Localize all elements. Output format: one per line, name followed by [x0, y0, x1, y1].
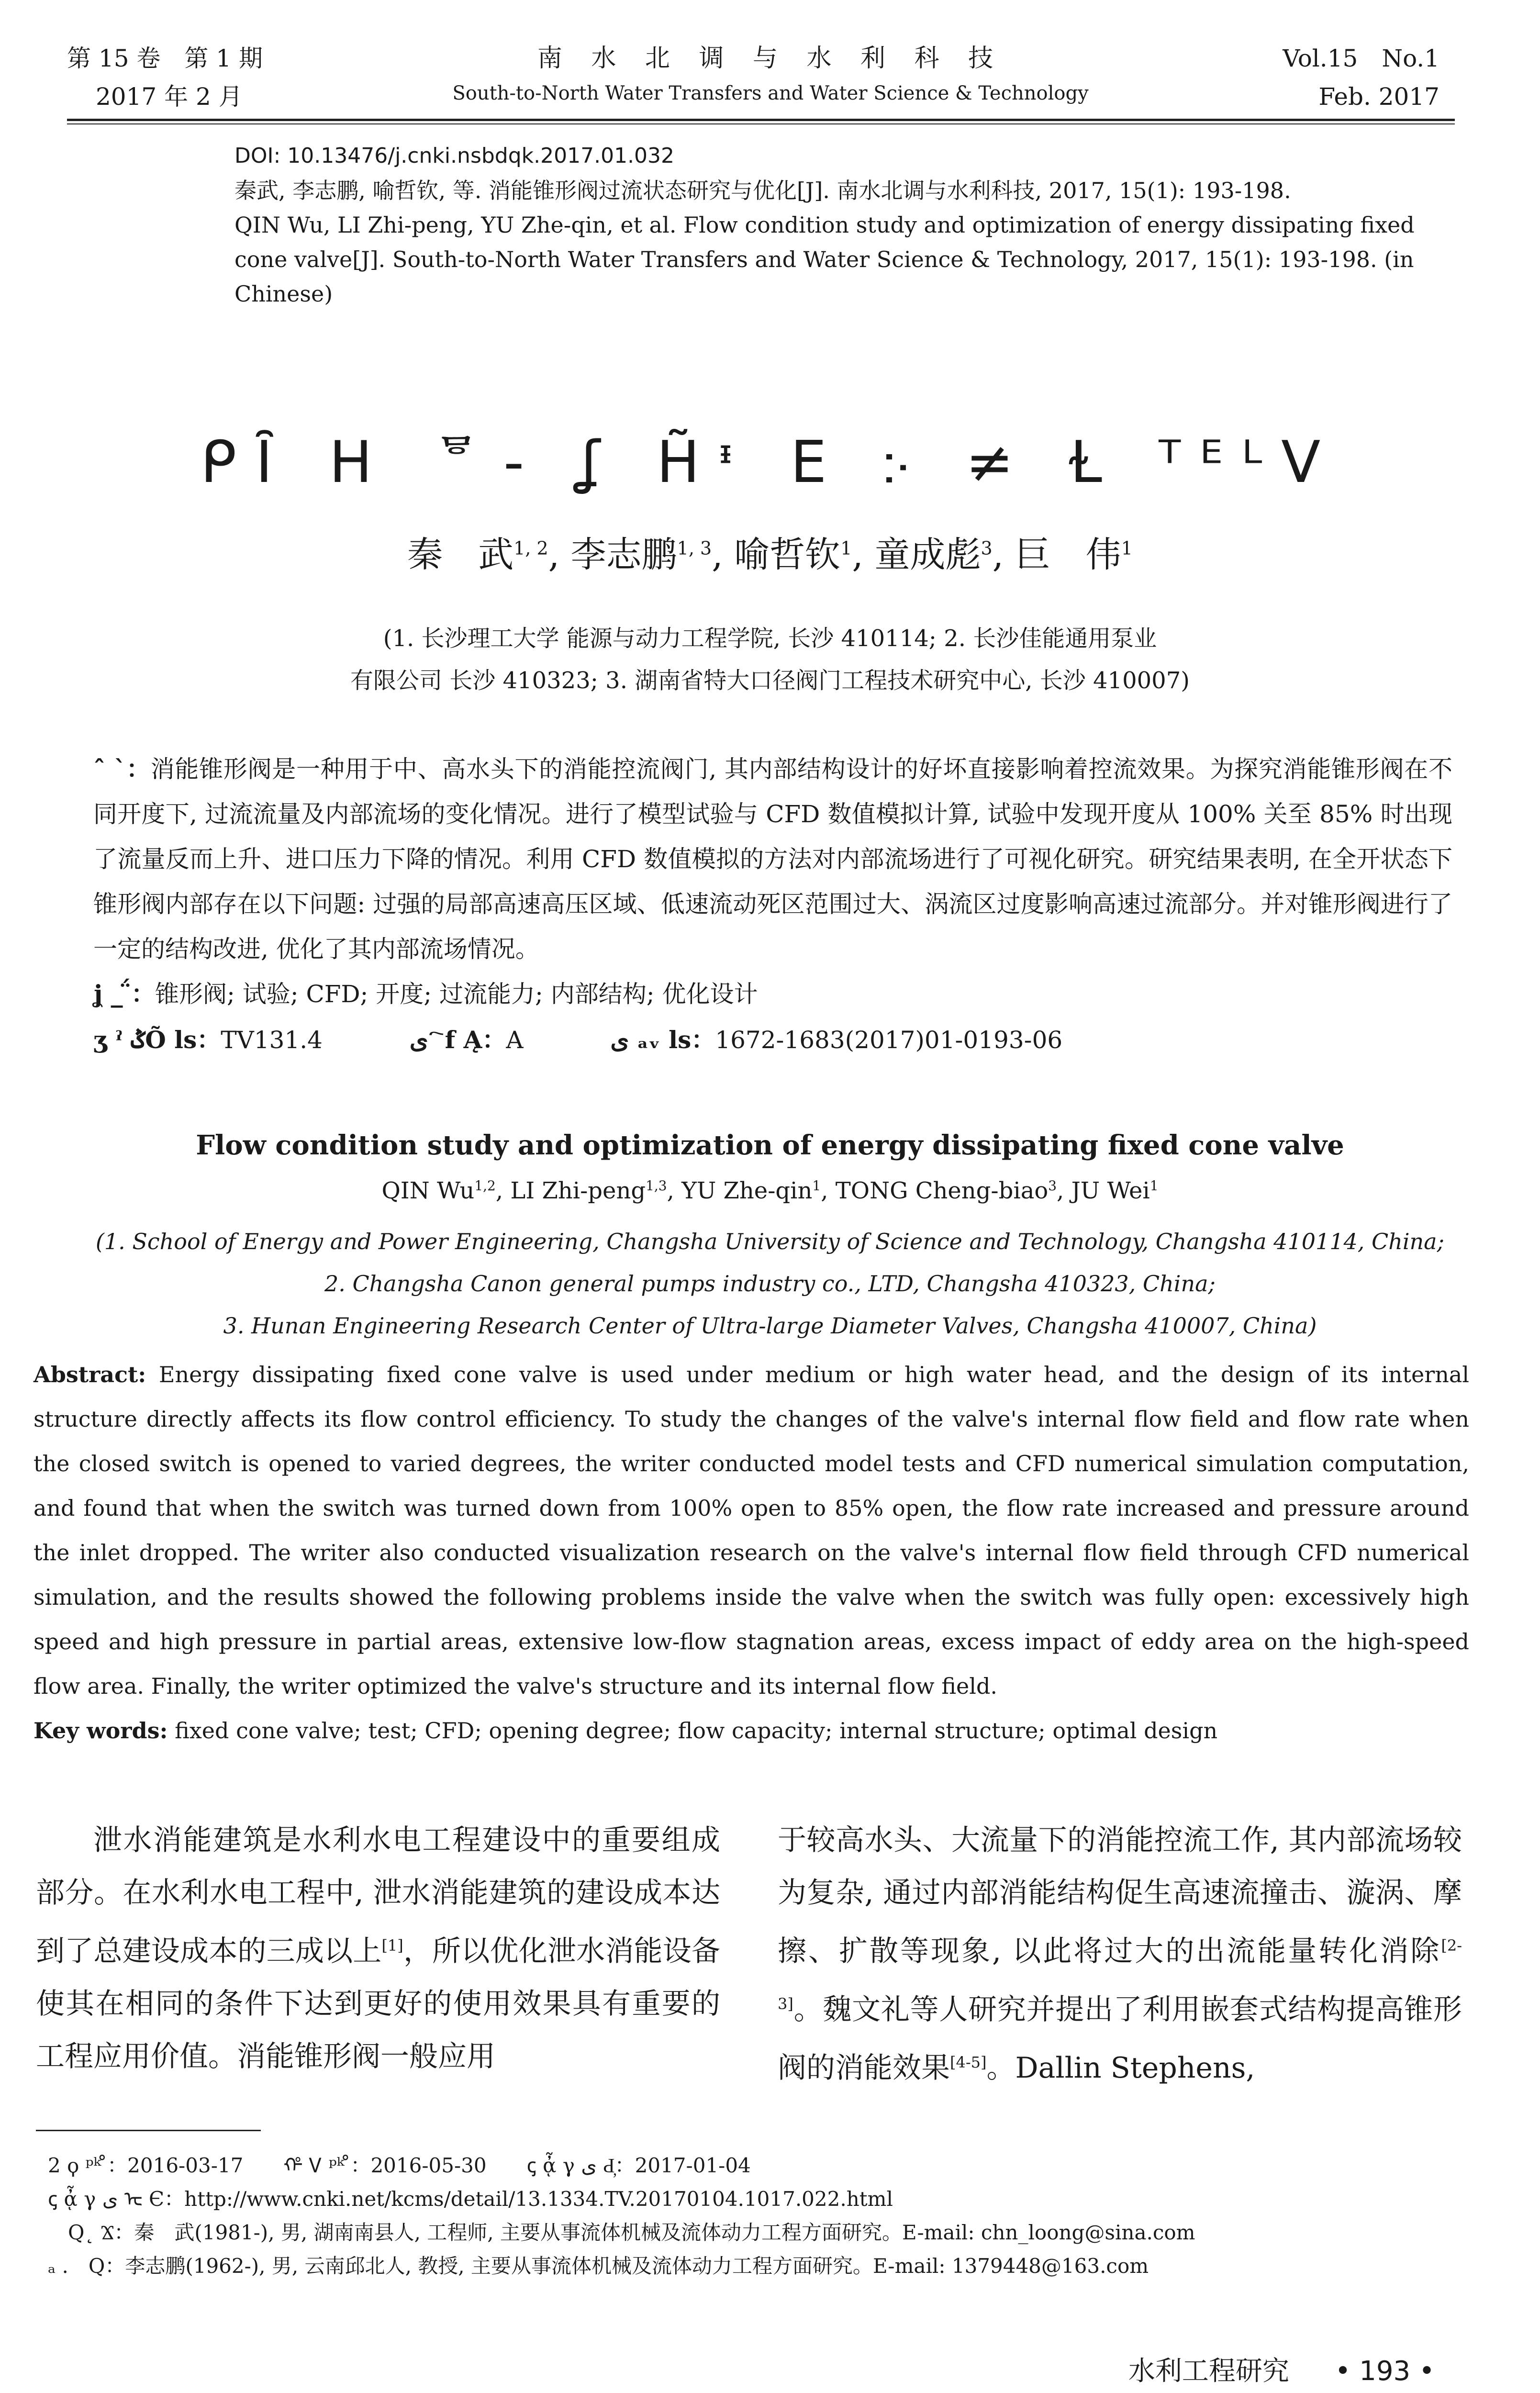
author-cn: 巨 伟$^1$: [1015, 534, 1133, 575]
abstract-en: [33, 1353, 1469, 1709]
clc-number: TV131.4: [221, 1026, 323, 1054]
article-id-label: ى ₐᵥ ls：: [610, 1026, 715, 1054]
affiliation-line: (1. School of Energy and Power Engineering, Changsha University of Science and Technology, Changsha 410114, China;: [95, 1229, 1445, 1254]
article-title-cn: ᑭȊ ᕼ ᄝ- ʆ H̃ᶧ E ჻ ≠ Ɫ ᵀᴱᴸV: [200, 429, 1340, 496]
abstract-en-label: Abstract:: [33, 1362, 146, 1387]
clc-label: ʒ ˀ ݣÕ ls：: [93, 1026, 221, 1054]
article-title-en: Flow condition study and optimization of energy dissipating fixed cone valve: [196, 1129, 1344, 1161]
volume-issue-cn: 第 15 卷 第 1 期: [67, 45, 263, 72]
keywords-en: [33, 1709, 1469, 1753]
footnote-author-bio: Q˛ Ϫ：秦 武(1981-), 男, 湖南南县人, 工程师, 主要从事流体机械及流体动力工程方面研究。E-mail: chn_loong@sina.com: [48, 2221, 1195, 2244]
body-text: 。Dallin Stephens,: [986, 2051, 1255, 2085]
author-cn: 喻哲钦$^1$: [734, 534, 852, 575]
footnote-dates: 2 ϙ ᵖᵏ ̊：2016-03-17 ᡥ Ꮩ ᵖᵏ ̊：2016-05-30 ꞔ ᾆ γ ى Ԁ̦：2017-01-04: [48, 2154, 751, 2177]
affiliation-cn: [144, 617, 1396, 702]
date-en: Feb. 2017: [1318, 83, 1440, 111]
abstract-cn: [93, 747, 1452, 972]
author-cn: 童成彪$^3$: [874, 534, 993, 575]
body-text: 泄水消能建筑是水利水电工程建设中的重要组成部分。在水利水电工程中, 泄水消能建筑的建设成本达到了总建设成本的三成以上: [36, 1823, 720, 1968]
doi: DOI: 10.13476/j.cnki.nsbdqk.2017.01.032: [234, 144, 675, 168]
footnote-corresponding-author: ₐ . Q：李志鹏(1962-), 男, 云南邱北人, 教授, 主要从事流体机械及流体动力工程方面研究。E-mail: 1379448@163.com: [48, 2254, 1149, 2278]
author-cn: 李志鹏$^{1, 3}$: [570, 534, 712, 575]
keywords-en-label: Key words:: [33, 1718, 168, 1744]
date-cn: 2017 年 2 月: [96, 83, 243, 111]
article-id: 1672-1683(2017)01-0193-06: [715, 1026, 1063, 1054]
authors-cn: 秦 武$^{1, 2}$, 李志鹏$^{1, 3}$, 喻哲钦$^1$, 童成彪$^3$, 巨 伟$^1$: [407, 534, 1133, 575]
keywords-cn-label: ʝ _ ̈́：: [93, 980, 156, 1008]
affiliation-en: [38, 1220, 1502, 1347]
author-cn: 秦 武$^{1, 2}$: [407, 534, 548, 575]
citation-ref: [2-3]: [778, 1936, 1462, 2013]
author-en: QIN Wu$^{1,2}$: [381, 1177, 496, 1204]
doc-code-label: ى ҇ f Ą：: [409, 1026, 506, 1054]
footnote-rule: [36, 2130, 261, 2131]
footer-section: 水利工程研究: [1128, 2356, 1289, 2387]
affiliation-line: 3. Hunan Engineering Research Center of Ultra-large Diameter Valves, Changsha 410007, China): [223, 1313, 1317, 1339]
keywords-cn: [93, 972, 1452, 1017]
page-footer: [1128, 2350, 1435, 2388]
header-volume-date-cn: [67, 39, 263, 116]
header-volume-date-en: [1283, 39, 1440, 116]
citation-ref: [4-5]: [950, 2053, 987, 2071]
author-en: JU Wei$^1$: [1071, 1177, 1159, 1204]
body-column-left: [36, 1814, 720, 2083]
affiliation-line: (1. 长沙理工大学 能源与动力工程学院, 长沙 410114; 2. 长沙佳能通用泵业: [383, 625, 1157, 652]
affiliation-line: 有限公司 长沙 410323; 3. 湖南省特大口径阀门工程技术研究中心, 长沙 410007): [350, 667, 1190, 694]
citation-en: QIN Wu, LI Zhi-peng, YU Zhe-qin, et al. Flow condition study and optimization of energy dissipating fixed cone valve[J]. South-to-North Water Transfers and Water Science & Technology, 2017, 15(1): 193-198. (in Chinese): [234, 212, 1415, 307]
page-number: • 193 •: [1335, 2356, 1435, 2387]
journal-title-cn: 南 水 北 调 与 水 利 科 技: [537, 44, 1004, 73]
abstract-en-text: Energy dissipating fixed cone valve is used under medium or high water head, and the design of its internal structure directly affects its flow control efficiency. To study the changes of the valve's internal flow field and flow rate when the closed switch is opened to varied degrees, the writer conducted model tests and CFD numerical simulation computation, and found that when the switch was turned down from 100% open to 85% open, the flow rate increased and pressure around the inlet dropped. The writer also conducted visualization research on the valve's internal flow field through CFD numerical simulation, and the results showed the following problems inside the valve when the switch was fully open: excessively high speed and high pressure in partial areas, extensive low-flow stagnation areas, excess impact of eddy area on the high-speed flow area. Finally, the writer optimized the valve's structure and its internal flow field.: [33, 1362, 1469, 1699]
author-en: TONG Cheng-biao$^3$: [835, 1177, 1057, 1204]
citation-block: [234, 139, 1469, 311]
header-rule-thin: [67, 123, 1455, 124]
citation-ref: [1]: [381, 1936, 403, 1955]
classification-cn: [93, 1018, 1452, 1062]
body-text: 。魏文礼等人研究并提出了利用嵌套式结构提高锥形阀的消能效果: [778, 1993, 1462, 2085]
body-text: 于较高水头、大流量下的消能控流工作, 其内部流场较为复杂, 通过内部消能结构促生高速流撞击、漩涡、摩擦、扩散等现象, 以此将过大的出流能量转化消除: [778, 1823, 1462, 1968]
journal-title-en: South-to-North Water Transfers and Water Science & Technology: [452, 82, 1089, 104]
doc-code: A: [506, 1026, 524, 1054]
volume-issue-en: Vol.15 No.1: [1283, 45, 1440, 72]
footnote-url: ꞔ ᾆ γ ى ᡄ Є：http://www.cnki.net/kcms/detail/13.1334.TV.20170104.1017.022.html: [48, 2187, 893, 2211]
header-journal: [345, 39, 1196, 109]
keywords-en-text: fixed cone valve; test; CFD; opening degree; flow capacity; internal structure; optimal design: [175, 1718, 1218, 1744]
header-rule: [67, 119, 1455, 121]
author-en: YU Zhe-qin$^1$: [681, 1177, 821, 1204]
authors-en: QIN Wu$^{1,2}$, LI Zhi-peng$^{1,3}$, YU Zhe-qin$^1$, TONG Cheng-biao$^3$, JU Wei$^1$: [381, 1177, 1159, 1204]
body-text: ，所以优化泄水消能设备使其在相同的条件下达到更好的使用效果具有重要的工程应用价值。消能锥形阀一般应用: [36, 1935, 720, 2073]
keywords-cn-text: 锥形阀; 试验; CFD; 开度; 过流能力; 内部结构; 优化设计: [155, 980, 758, 1008]
citation-cn: 秦武, 李志鹏, 喻哲钦, 等. 消能锥形阀过流状态研究与优化[J]. 南水北调与水利科技, 2017, 15(1): 193-198.: [234, 178, 1291, 203]
body-column-right: [778, 1814, 1462, 2094]
author-en: LI Zhi-peng$^{1,3}$: [510, 1177, 667, 1204]
footnotes: [48, 2149, 1484, 2283]
abstract-cn-label: ˆ ˋ：: [93, 755, 151, 783]
affiliation-line: 2. Changsha Canon general pumps industry co., LTD, Changsha 410323, China;: [324, 1271, 1216, 1297]
abstract-cn-text: 消能锥形阀是一种用于中、高水头下的消能控流阀门, 其内部结构设计的好坏直接影响着控流效果。为探究消能锥形阀在不同开度下, 过流流量及内部流场的变化情况。进行了模型试验与 CFD 数值模拟计算, 试验中发现开度从 100% 关至 85% 时出现了流量反而上升、进口压力下降的情况。利用 CFD 数值模拟的方法对内部流场进行了可视化研究。研究结果表明, 在全开状态下锥形阀内部存在以下问题: 过强的局部高速高压区域、低速流动死区范围过大、涡流区过度影响高速过流部分。并对锥形阀进行了一定的结构改进, 优化了其内部流场情况。: [93, 755, 1452, 963]
